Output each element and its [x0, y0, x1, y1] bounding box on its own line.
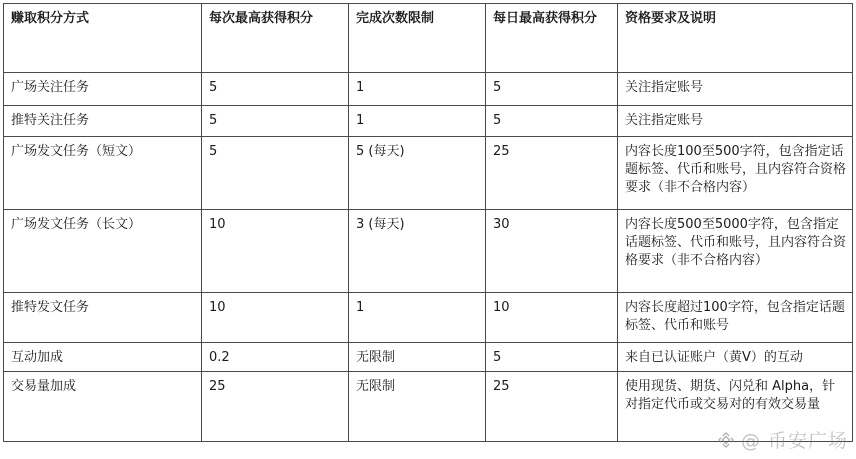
header-max-per-time: 每次最高获得积分: [202, 4, 349, 73]
table-row: [4, 137, 853, 210]
cell-max-daily: 5: [486, 73, 618, 106]
cell-requirements: 关注指定账号: [618, 106, 853, 137]
cell-method: 推特发文任务: [4, 293, 202, 343]
cell-method: 推特关注任务: [4, 106, 202, 137]
cell-requirements: 内容长度超过100字符，包含指定话题标签、代币和账号: [618, 293, 853, 343]
cell-max-daily: 25: [486, 137, 618, 210]
table-row: [4, 343, 853, 372]
table-row: [4, 210, 853, 293]
cell-max-per-time: 10: [202, 293, 349, 343]
cell-method: 交易量加成: [4, 372, 202, 442]
cell-completion-limit: 1: [349, 293, 486, 343]
cell-requirements: 关注指定账号: [618, 73, 853, 106]
cell-method: 广场发文任务（长文）: [4, 210, 202, 293]
cell-max-per-time: 0.2: [202, 343, 349, 372]
cell-max-daily: 10: [486, 293, 618, 343]
cell-max-daily: 25: [486, 372, 618, 442]
cell-requirements: 使用现货、期货、闪兑和 Alpha，针对指定代币或交易对的有效交易量: [618, 372, 853, 442]
cell-completion-limit: 1: [349, 73, 486, 106]
cell-completion-limit: 无限制: [349, 372, 486, 442]
cell-max-per-time: 5: [202, 106, 349, 137]
cell-completion-limit: 1: [349, 106, 486, 137]
cell-max-per-time: 5: [202, 73, 349, 106]
cell-max-per-time: 25: [202, 372, 349, 442]
cell-max-per-time: 5: [202, 137, 349, 210]
cell-method: 广场关注任务: [4, 73, 202, 106]
cell-requirements: 内容长度500至5000字符，包含指定话题标签、代币和账号，且内容符合资格要求（非不合格内容）: [618, 210, 853, 293]
cell-max-daily: 30: [486, 210, 618, 293]
cell-method: 广场发文任务（短文）: [4, 137, 202, 210]
cell-completion-limit: 无限制: [349, 343, 486, 372]
cell-max-per-time: 10: [202, 210, 349, 293]
watermark: [717, 426, 848, 453]
binance-logo-icon: [717, 431, 735, 449]
table-row: [4, 73, 853, 106]
header-method: 赚取积分方式: [4, 4, 202, 73]
header-completion-limit: 完成次数限制: [349, 4, 486, 73]
cell-completion-limit: 3 (每天): [349, 210, 486, 293]
cell-method: 互动加成: [4, 343, 202, 372]
cell-requirements: 来自已认证账户（黄V）的互动: [618, 343, 853, 372]
header-max-daily: 每日最高获得积分: [486, 4, 618, 73]
cell-completion-limit: 5 (每天): [349, 137, 486, 210]
watermark-text: @ 币安广场: [740, 430, 848, 452]
table-header-row: [4, 4, 853, 73]
table-row: [4, 106, 853, 137]
cell-requirements: 内容长度100至500字符，包含指定话题标签、代币和账号，且内容符合资格要求（非不合格内容）: [618, 137, 853, 210]
header-requirements: 资格要求及说明: [618, 4, 853, 73]
cell-max-daily: 5: [486, 343, 618, 372]
table-row: [4, 293, 853, 343]
points-table: [3, 3, 853, 442]
cell-max-daily: 5: [486, 106, 618, 137]
